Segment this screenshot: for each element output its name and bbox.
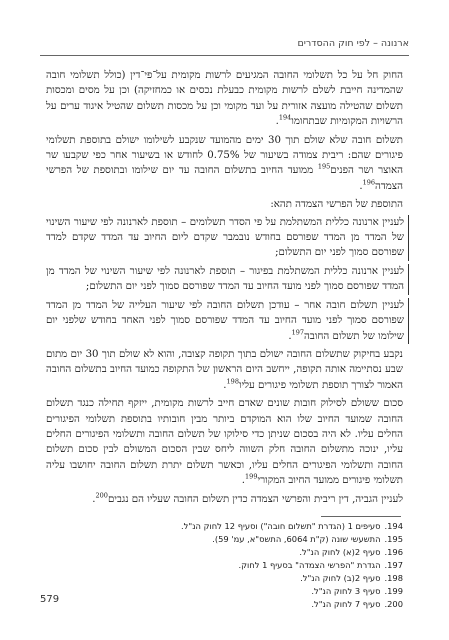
footnote-ref[interactable]: 195	[317, 163, 331, 172]
footnote-separator	[321, 516, 401, 517]
running-title: ארנונה – לפי חוק ההסדרים	[297, 38, 409, 49]
indented-clause: לעניין ארנונה כללית המשתלמת על פי הסדר תשלומים – תוספת לארנונה לפי שיעור השינוי של המדד מן המדד שפורסם בחודש נובמבר שקדם ליום החיוב עד המדד שקדם למדד שפורסם סמוך לפני יום התשלום;	[46, 215, 409, 261]
header-rule	[40, 55, 409, 56]
indented-clause: לעניין תשלום חובה אחר – עודכן תשלום החובה לפי שיעור העלייה של המדד מן המדד שפורסם סמוך לפני מועד החיוב עד המדד שפורסם סמוך לפני האחד בחודש שלפני יום שילומו של תשלום החובה$^{197}$.	[46, 298, 409, 344]
body-text	[46, 68, 403, 510]
paragraph-scope: החוק חל על כל תשלומי החובה המגיעים לרשות מקומית על־פי־דין (כולל תשלומי חובה שהמדינה חייבת לשלם לרשות מקומית כבעלת נכסים או כמחזיקה) וכן על מסים ומכסות תשלום שהטילה מועצה אזורית על ועד מקומי וכן על מכסות תשלום שהטיל איגוד ערים על הרשויות המקומיות שבתחומו$^{194}$.	[46, 70, 403, 128]
footnote-ref[interactable]: 200	[95, 491, 108, 500]
footnote: 200. סעיף 7 לחוק הנ"ל.	[311, 599, 403, 609]
page-number: 579	[40, 594, 60, 605]
footnote: 196. סעיף 2(א) לחוק הנ"ל.	[299, 547, 403, 557]
running-header	[40, 38, 409, 49]
paragraph-collection: לעניין הגביה, דין ריבית והפרשי הצמדה כדין תשלום החובה שעליו הם נגבים$^{200}$.	[92, 491, 403, 505]
footnote: 199. סעיף 3 לחוק הנ"ל.	[311, 586, 403, 596]
indented-clause: לעניין ארנונה כללית המשתלמת בפיגור – תוספת לארנונה לפי שיעור השינוי של המדד מן המדד שפורסם סמוך לפני מועד החיוב עד המדד שפורסם סמוך לפני יום התשלום;	[46, 264, 409, 295]
footnote: 198. סעיף 2(ב) לחוק הנ"ל.	[300, 573, 403, 583]
paragraph-indexation-intro: התוספת של הפרשי הצמדה תהא:	[270, 199, 403, 211]
paragraph-fixed-period: נקבע בחיקוק שתשלום החובה ישולם בתוך תקופה קצובה, והוא לא שולם תוך 30 יום מתום שבע נסתיימה אותה תקופה, ייחשב היום הראשון של התקופה כמועד החיוב בתשלום החובה האמור לצורך תוספת תשלומי פיגורים עליו$^{198}$.	[46, 348, 404, 391]
footnote-ref[interactable]: 194	[278, 113, 292, 122]
footnote-ref[interactable]: 196	[362, 178, 375, 187]
footnote: 195. התשעשי שונה (ק"ת 6064, התשס"א, עמ' 59).	[212, 534, 403, 544]
footnote: 197. הגדרת "הפרשי הצמדה" בסעיף 1 לחוק.	[238, 560, 403, 570]
footnote: 194. סעיפים 1 (הגדרת "תשלום חובה") וסעיף 12 לחוק הנ"ל.	[181, 521, 403, 531]
footnote-ref[interactable]: 199	[245, 472, 258, 481]
footnote-ref[interactable]: 197	[291, 328, 304, 337]
paragraph-payment-allocation: סכום ששולם לסילוק חובות שונים שאדם חייב לרשות מקומית, ייזקף תחילה כנגד תשלום החובה שמועד החיוב שלו הוא המוקדם ביותר מבין חובותיו בתוספת תשלומי הפיגורים החלים עליו. לא היה בסכום שניתן כדי סילוקו של תשלום החובה ותשלומי הפיגורים החלים עליו, ינוכה מתשלום החובה חלק השווה ליחס שבין הסכום המשולם לבין סכום תשלום החובה ותשלומי הפיגורים החלים עליו, וכאשר תשלום יתרת תשלום החובה יחושבו עליה תשלומי פיגורים ממועד החיוב המקורי$^{199}$.	[46, 398, 403, 487]
paragraph-arrears: תשלום חובה שלא שולם תוך 30 ימים מהמועד שנקבע לשילומו ישולם בתוספת תשלומי פיגורים שהם: ריבית צמודה בשיעור של 0.75% לחודש או בשיעור אחר כפי שקבעו שר האוצר ושר הפנים$^{195}$ ממועד החיוב בתשלום החובה עד יום שילומו ובתוספת של הפרשי הצמדה$^{196}$.	[46, 134, 404, 192]
footnote-ref[interactable]: 198	[226, 377, 239, 386]
footnotes	[46, 520, 403, 611]
